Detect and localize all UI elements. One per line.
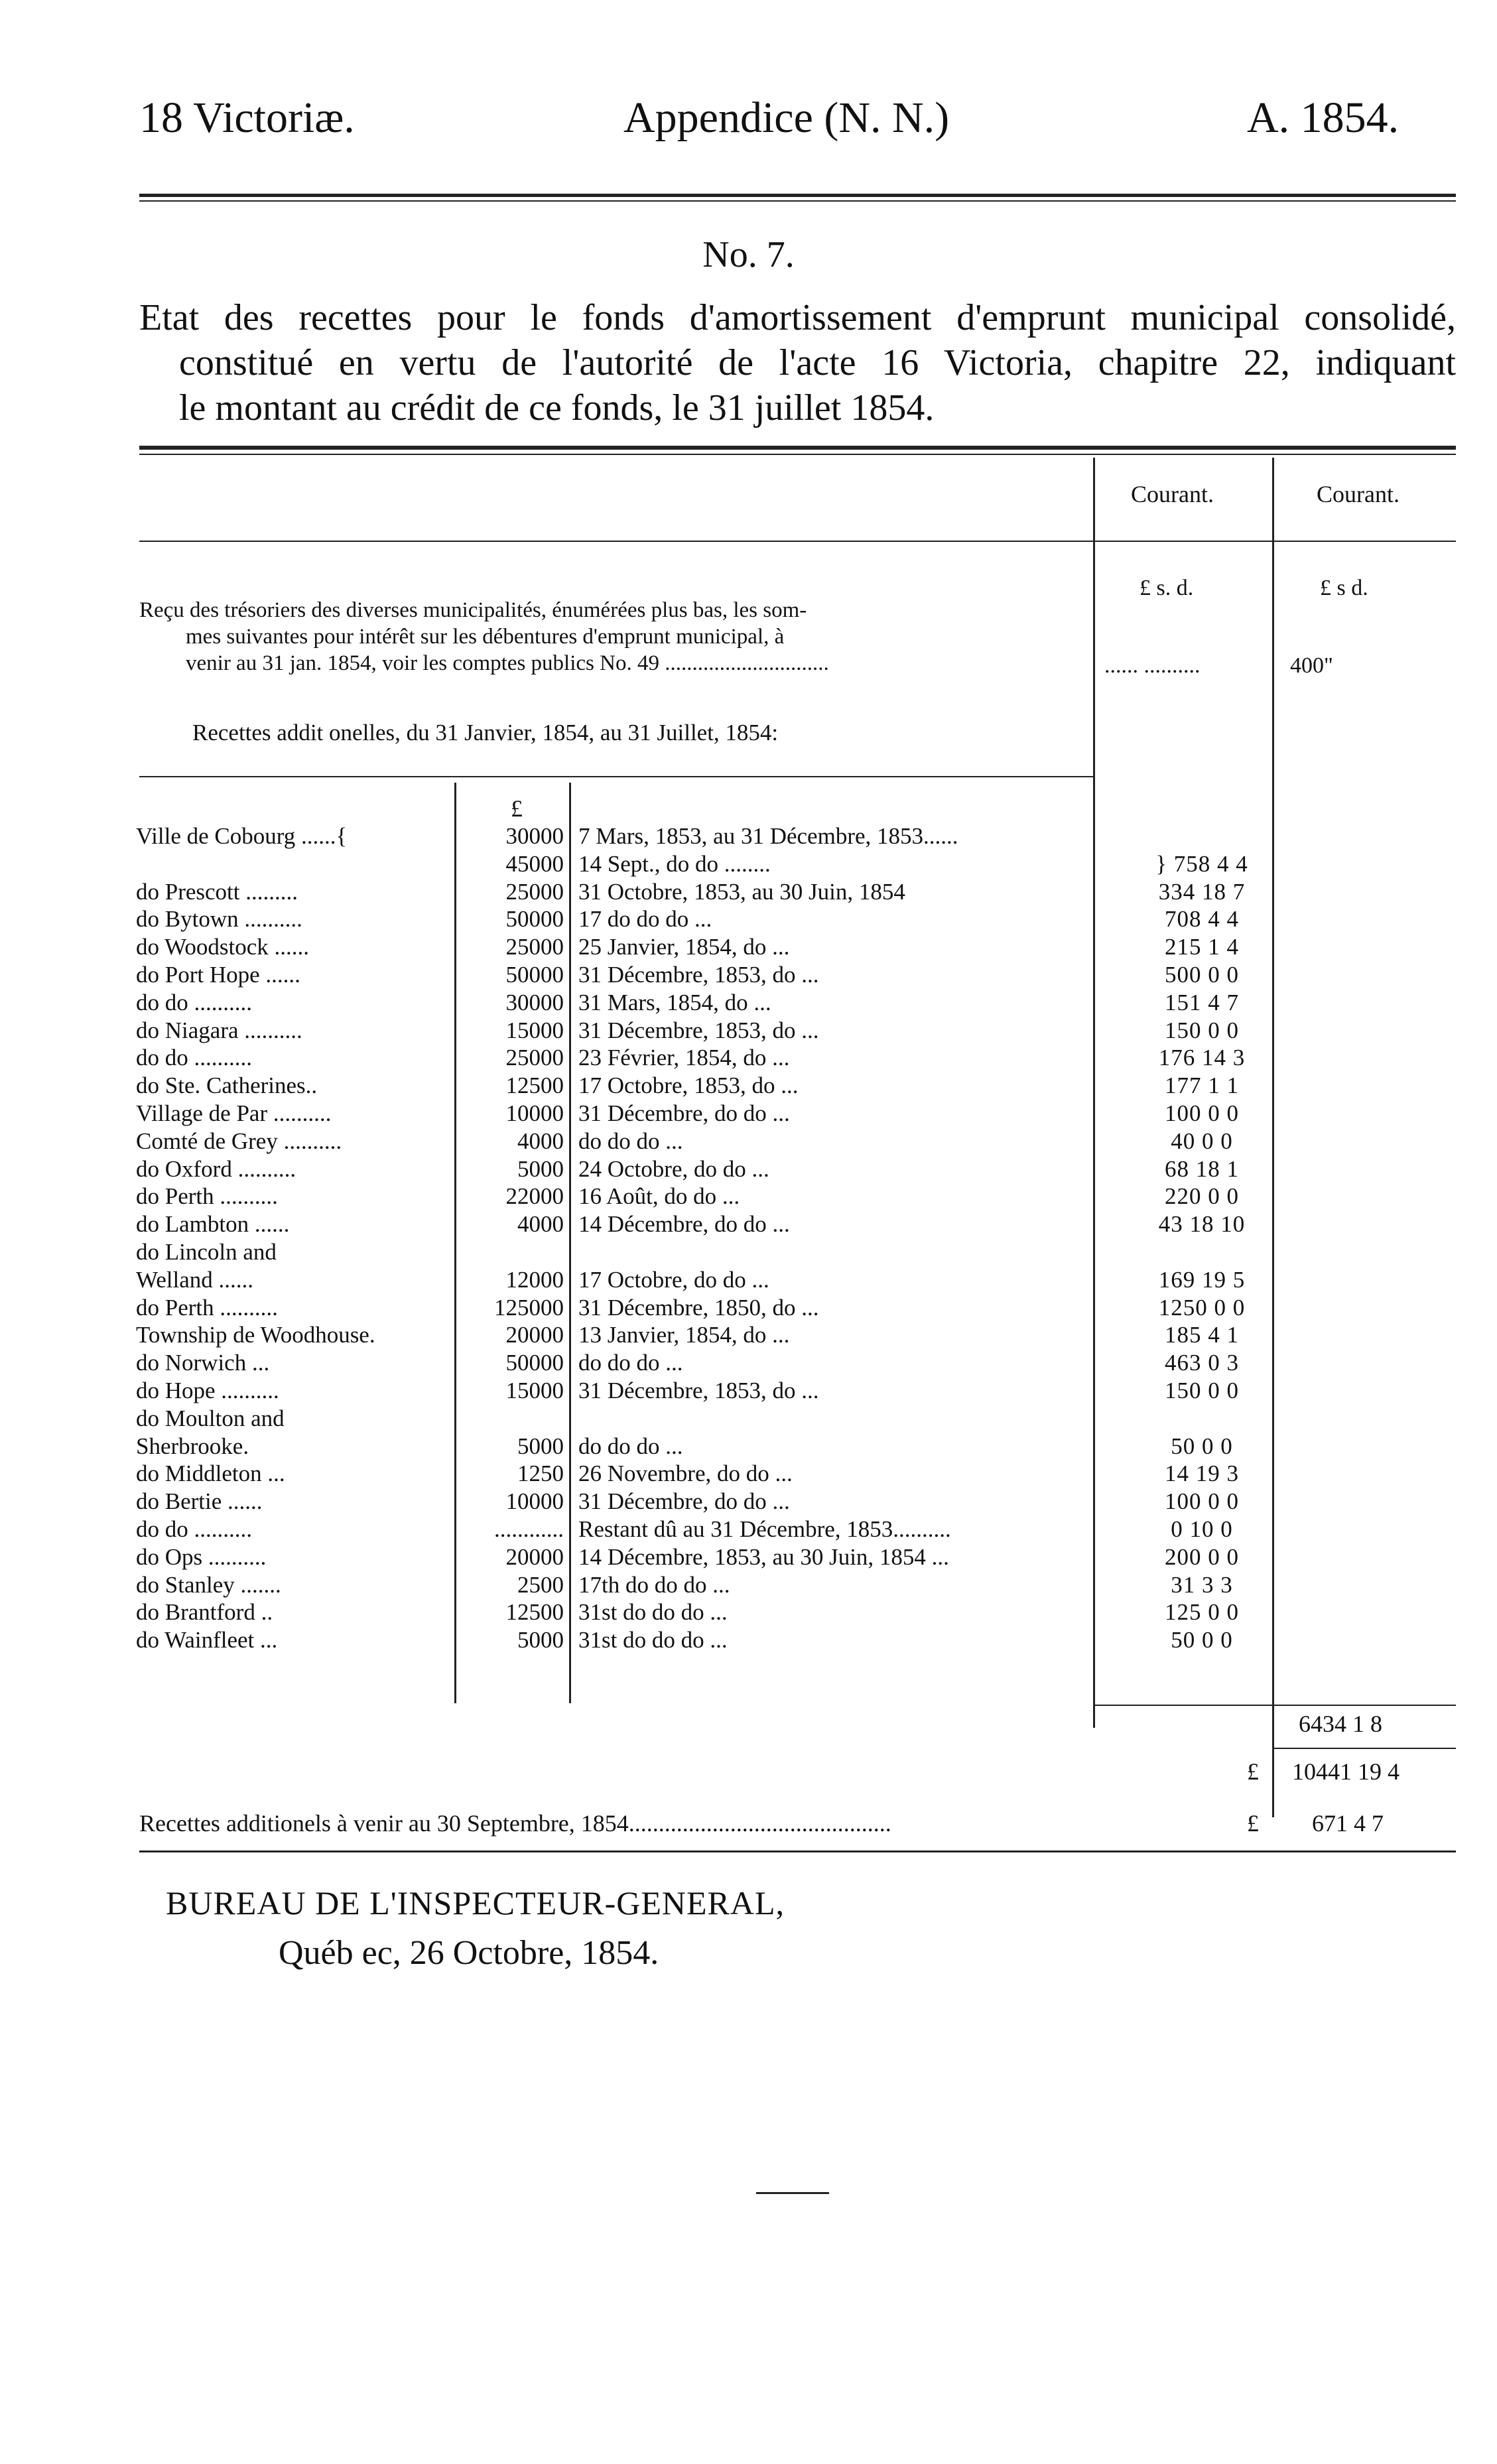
municipality-cell: do Niagara .......... [136,1017,302,1043]
subtotal-rule [1094,1705,1456,1706]
period-cell: 31 Décembre, do do ... [578,1100,790,1126]
pounds-cell: 150 0 0 [1165,1377,1239,1403]
header-rule-thin [139,200,1456,202]
ledger-row [136,1598,1301,1626]
period-cell: 23 Février, 1854, do ... [578,1045,790,1071]
period-cell [572,1238,1102,1266]
ledger-row [136,1626,1301,1654]
column-header-courant-1: Courant. [1131,481,1214,507]
amount-cell: 25000 [505,1045,564,1071]
period-cell: 7 Mars, 1853, au 31 Décembre, 1853...... [578,823,958,849]
period-cell: 31 Décembre, 1853, do ... [578,1377,819,1403]
pounds-cell: 185 4 1 [1165,1322,1239,1348]
pounds-cell [1102,1405,1301,1433]
period-cell: 14 Décembre, 1853, au 30 Juin, 1854 ... [578,1543,949,1570]
units-col-2: £ s d. [1320,576,1368,600]
pounds-cell: 500 0 0 [1165,961,1239,988]
amount-cell: 50000 [505,1350,564,1376]
period-cell: 17 Octobre, do do ... [578,1266,769,1293]
table-top-rule [139,446,1456,450]
municipality-cell: do do .......... [136,1516,252,1542]
period-cell: 25 Janvier, 1854, do ... [578,934,790,960]
ledger-row [136,989,1301,1017]
pounds-cell [1102,822,1301,850]
ledger-row [136,1128,1301,1155]
ledger-row [136,1488,1301,1516]
period-cell: 31 Décembre, 1853, do ... [578,961,819,988]
intro-line-1: Etat des recettes pour le fonds d'amortissement d'emprunt municipal consolidé, [139,297,1456,338]
pounds-cell: 200 0 0 [1165,1543,1239,1570]
amount-cell: 12500 [505,1072,564,1099]
period-cell: 31st do do do ... [578,1599,728,1626]
pounds-cell: 220 0 0 [1165,1183,1239,1210]
amount-cell: 5000 [517,1155,564,1182]
period-cell: 14 Sept., do do ........ [578,850,771,877]
period-cell: 31st do do do ... [578,1627,728,1653]
ledger-row [136,1266,1301,1294]
amount-cell: 50000 [505,961,564,988]
municipality-cell: Village de Par .......... [136,1100,332,1126]
additional-heading: Recettes addit onelles, du 31 Janvier, 1854, au 31 Juillet, 1854: [192,720,779,746]
period-cell: do do do ... [578,1128,683,1154]
amount-cell: 50000 [505,906,564,933]
amount-cell: 25000 [505,934,564,960]
municipality-cell: do Perth .......... [136,1183,278,1210]
ledger-row [136,1349,1301,1377]
header-right: A. 1854. [1247,94,1399,142]
pounds-cell: 100 0 0 [1165,1488,1239,1515]
amount-cell: 5000 [517,1433,564,1459]
pounds-cell [1102,1238,1301,1266]
pounds-cell: 169 19 5 [1158,1266,1246,1293]
amount-cell: 12000 [505,1266,564,1293]
pounds-cell: 0 10 0 [1171,1516,1233,1542]
pounds-cell: 1250 0 0 [1158,1294,1246,1321]
ledger-row [136,961,1301,989]
end-dash [756,2192,829,2194]
ledger-row [136,1100,1301,1128]
pounds-cell: 14 19 3 [1165,1460,1239,1487]
ledger-row [136,1072,1301,1100]
header-center: Appendice (N. N.) [623,94,950,142]
amount-cell: 10000 [505,1488,564,1515]
municipality-cell: do Stanley ....... [136,1571,281,1598]
ledger-row [136,878,1301,906]
ledger-row [136,1183,1301,1210]
units-col-1: £ s. d. [1139,576,1194,600]
period-cell: 17 do do do ... [578,906,712,933]
ledger-row [136,1571,1301,1599]
intro-paragraph [139,295,1456,430]
ledger-row [136,1321,1301,1349]
amount-cell [454,1405,572,1433]
pounds-cell: 176 14 3 [1158,1045,1246,1071]
municipality-cell: Comté de Grey .......... [136,1128,342,1154]
municipality-cell: do Ste. Catherines.. [136,1072,318,1099]
ledger-row [136,1377,1301,1405]
intro-line-2: constitué en vertu de l'autorité de l'acte 16 Victoria, chapitre 22, indiquant [179,342,1456,383]
recu-value: 400" [1290,653,1333,678]
municipality-cell: Sherbrooke. [136,1433,249,1459]
recu-paragraph [139,597,1081,677]
ledger-row [136,1433,1301,1460]
pounds-cell: 177 1 1 [1165,1072,1239,1099]
pounds-cell: 43 18 10 [1158,1211,1246,1238]
pounds-cell: 151 4 7 [1165,989,1239,1015]
municipality-cell: do Wainfleet ... [136,1627,278,1653]
section-rule [139,776,1094,777]
period-cell: 17 Octobre, 1853, do ... [578,1072,799,1099]
pounds-cell: 150 0 0 [1165,1017,1239,1043]
pounds-cell: 463 0 3 [1165,1350,1239,1376]
ledger-row [136,1460,1301,1488]
signature-office: BUREAU DE L'INSPECTEUR-GENERAL, [166,1884,785,1921]
amount-cell: 20000 [505,1322,564,1348]
period-cell: Restant dû au 31 Décembre, 1853.......... [578,1516,951,1542]
pounds-cell: 50 0 0 [1171,1433,1233,1459]
municipality-cell [136,850,454,878]
municipality-cell: do Lambton ...... [136,1211,290,1238]
recu-line-2: mes suivantes pour intérêt sur les débentures d'emprunt municipal, à [186,625,785,649]
header-separator [139,541,1456,542]
pounds-cell: 125 0 0 [1165,1599,1239,1626]
signature-place-date: Québ ec, 26 Octobre, 1854. [279,1934,659,1972]
period-cell: 31 Décembre, 1853, do ... [578,1017,819,1043]
pounds-cell: 708 4 4 [1165,906,1239,933]
amount-cell: 22000 [505,1183,564,1210]
pounds-cell: 40 0 0 [1171,1128,1233,1154]
total-pound: £ [1247,1758,1259,1785]
ledger-row [136,1405,1301,1433]
amount-cell: 30000 [505,823,564,849]
municipality-cell: do Prescott ......... [136,878,298,905]
future-pound: £ [1247,1810,1259,1837]
amount-cell: 10000 [505,1100,564,1126]
pounds-cell: 334 18 7 [1158,878,1246,905]
recu-dots: ...... .......... [1104,653,1201,678]
total-value: 10441 19 4 [1292,1758,1399,1785]
municipality-cell: do do .......... [136,989,252,1015]
ledger-row [136,850,1301,878]
period-cell: 31 Décembre, 1850, do ... [578,1294,819,1321]
ledger-table [136,822,1301,1654]
total-rule [1273,1748,1456,1749]
pounds-cell: 100 0 0 [1165,1100,1239,1126]
period-cell: 16 Août, do do ... [578,1183,740,1210]
ledger-row [136,933,1301,961]
municipality-cell: do do .......... [136,1045,252,1071]
pounds-cell: 68 18 1 [1165,1155,1239,1182]
municipality-cell: do Bytown .......... [136,906,302,933]
table-bottom-rule [139,1850,1456,1852]
municipality-cell: do Port Hope ...... [136,961,300,988]
pounds-cell: 31 3 3 [1171,1571,1233,1598]
ledger-row [136,1044,1301,1072]
amount-cell: 5000 [517,1627,564,1653]
intro-line-3: le montant au crédit de ce fonds, le 31 juillet 1854. [179,387,935,428]
amount-cell: 45000 [505,850,564,877]
municipality-cell: do Oxford .......... [136,1155,296,1182]
period-cell: 13 Janvier, 1854, do ... [578,1322,790,1348]
municipality-cell: do Middleton ... [136,1460,285,1487]
amount-cell: 15000 [505,1017,564,1043]
table-top-rule-thin [139,454,1456,455]
recu-line-3: venir au 31 jan. 1854, voir les comptes publics No. 49 .............................. [186,651,829,675]
municipality-cell: Welland ...... [136,1266,253,1293]
amount-cell: 12500 [505,1599,564,1626]
amount-cell: 15000 [505,1377,564,1403]
amount-cell: 2500 [517,1571,564,1598]
pound-sign-header: £ [511,795,523,822]
amount-cell: 4000 [517,1128,564,1154]
amount-cell: 25000 [505,878,564,905]
ledger-row [136,1155,1301,1183]
amount-cell: 20000 [505,1543,564,1570]
period-cell: do do do ... [578,1433,683,1459]
period-cell: 31 Décembre, do do ... [578,1488,790,1515]
period-cell: 14 Décembre, do do ... [578,1211,790,1238]
header-rule [139,194,1456,197]
municipality-cell: do Hope .......... [136,1377,279,1403]
municipality-cell: do Woodstock ...... [136,934,309,960]
recu-line-1: Reçu des trésoriers des diverses municipalités, énumérées plus bas, les som- [139,598,807,622]
amount-cell: ............ [494,1516,564,1542]
period-cell: 31 Mars, 1854, do ... [578,989,771,1015]
ledger-row [136,1543,1301,1571]
pounds-cell: 50 0 0 [1171,1627,1233,1653]
amount-cell: 1250 [517,1460,564,1487]
amount-cell [454,1238,572,1266]
period-cell: 17th do do do ... [578,1571,730,1598]
period-cell [572,1405,1102,1433]
municipality-cell: do Perth .......... [136,1294,278,1321]
ledger-row [136,1210,1301,1238]
ledger-row [136,1516,1301,1543]
municipality-cell: do Norwich ... [136,1350,270,1376]
municipality-cell: do Lincoln and [136,1238,277,1265]
period-cell: 26 Novembre, do do ... [578,1460,793,1487]
municipality-cell: do Ops .......... [136,1543,267,1570]
period-cell: 31 Octobre, 1853, au 30 Juin, 1854 [578,878,905,905]
period-cell: 24 Octobre, do do ... [578,1155,769,1182]
column-header-courant-2: Courant. [1317,481,1399,507]
ledger-row [136,1294,1301,1322]
pounds-cell: 215 1 4 [1165,934,1239,960]
amount-cell: 125000 [494,1294,564,1321]
subtotal-value: 6434 1 8 [1299,1711,1382,1737]
municipality-cell: Township de Woodhouse. [136,1322,375,1348]
ledger-row [136,822,1301,850]
future-value: 671 4 7 [1312,1810,1384,1837]
document-number: No. 7. [702,234,795,275]
header-left: 18 Victoriæ. [139,94,355,142]
municipality-cell: do Moulton and [136,1405,285,1431]
pounds-cell: } 758 4 4 [1155,850,1248,877]
ledger-row [136,1238,1301,1266]
amount-cell: 4000 [517,1211,564,1238]
ledger-row [136,1017,1301,1045]
future-receipts-label: Recettes additionels à venir au 30 Septembre, 1854............................................ [139,1810,891,1837]
municipality-cell: do Bertie ...... [136,1488,263,1515]
municipality-cell: Ville de Cobourg ......{ [136,823,348,849]
period-cell: do do do ... [578,1350,683,1376]
municipality-cell: do Brantford .. [136,1599,273,1626]
amount-cell: 30000 [505,989,564,1015]
ledger-row [136,905,1301,933]
